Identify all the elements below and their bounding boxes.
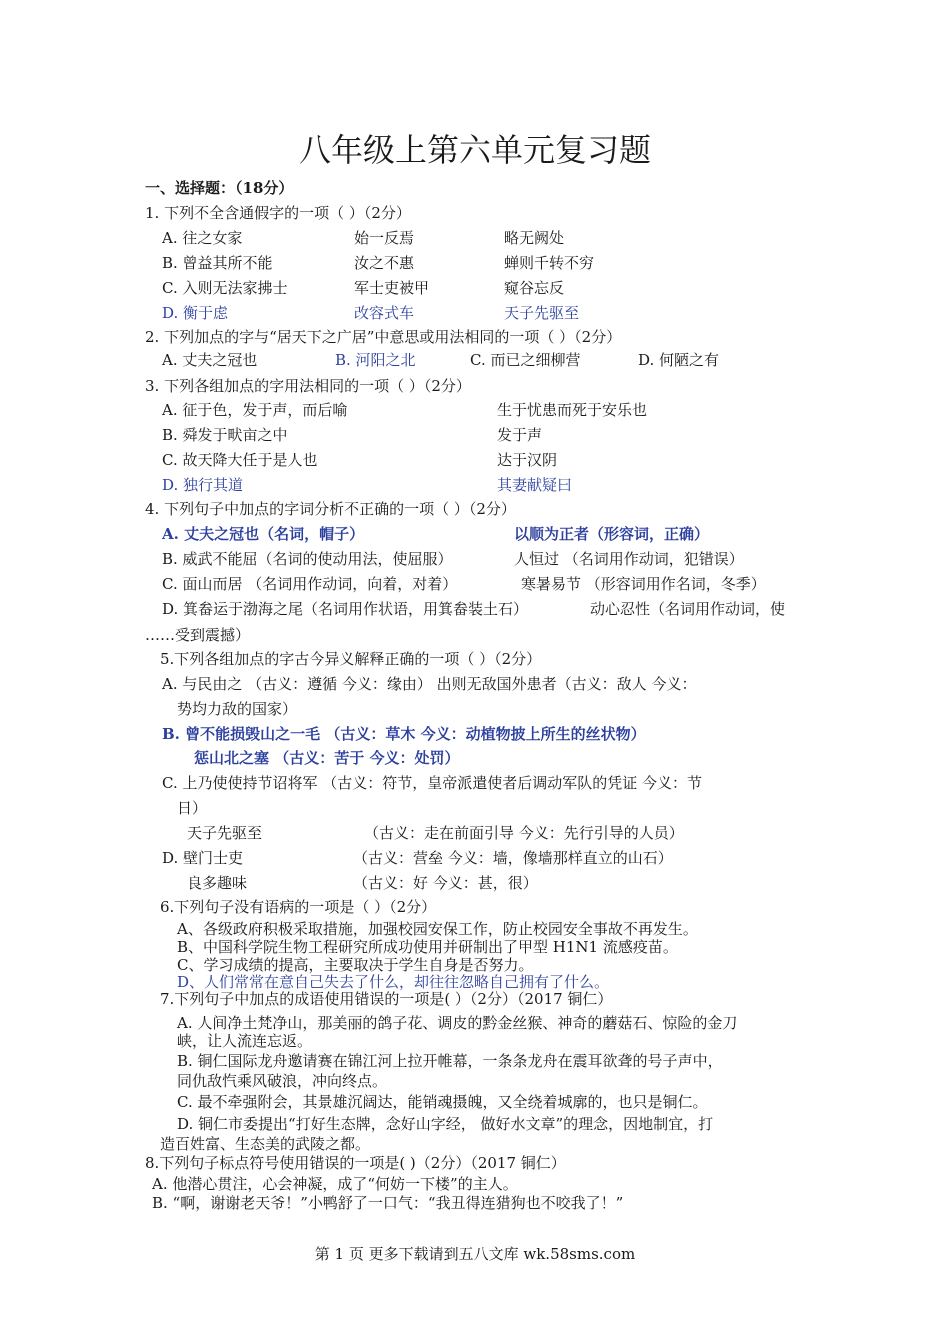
q8-option-b: B. “啊，谢谢老天爷！”小鸭舒了一口气：“我丑得连猎狗也不咬我了！” bbox=[152, 1194, 624, 1212]
q7-option-b-line2: 同仇敌忾乘风破浪，冲向终点。 bbox=[177, 1072, 388, 1090]
q1-row-a-col3: 略无阙处 bbox=[504, 229, 565, 247]
q5-option-c-line2: 日） bbox=[177, 799, 208, 817]
q3-row-b-left: B. 舜发于畎亩之中 bbox=[162, 426, 288, 444]
q6-option-c: C、学习成绩的提高，主要取决于学生自身是否努力。 bbox=[177, 956, 534, 974]
q3-row-a-left: A. 征于色，发于声，而后喻 bbox=[162, 401, 348, 419]
q5-option-b-line1: B. 曾不能损毁山之一毛 （古义：草木 今义：动植物披上所生的丝状物） bbox=[162, 725, 646, 743]
q5-option-c-line3-gloss: （古义：走在前面引导 今义：先行引导的人员） bbox=[364, 824, 684, 842]
q7-option-a-line2: 峡，让人流连忘返。 bbox=[177, 1032, 313, 1050]
q7-option-a-line1: A. 人间净土梵净山，那美丽的鸽子花、调皮的黔金丝猴、神奇的蘑菇石、惊险的金刀 bbox=[177, 1014, 738, 1032]
q2-option-c: C. 而已之细柳营 bbox=[470, 351, 581, 369]
q7-option-c: C. 最不牵强附会，其景雄沉阔达，能销魂摄魄，又全绕着城廓的，也只是铜仁。 bbox=[177, 1093, 708, 1111]
q2-option-d: D. 何陋之有 bbox=[638, 351, 720, 369]
page-footer: 第 1 页 更多下载请到五八文库 wk.58sms.com bbox=[314, 1245, 636, 1263]
q5-option-d-line1-gloss: （古义：营垒 今义：墙，像墙那样直立的山石） bbox=[353, 849, 673, 867]
q7-option-d-line1: D. 铜仁市委提出“打好生态牌，念好山字经， 做好水文章”的理念，因地制宜，打 bbox=[177, 1115, 714, 1133]
q5-option-c-line1: C. 上乃使使持节诏将军 （古义：符节，皇帝派遣使者后调动军队的凭证 今义：节 bbox=[162, 774, 703, 792]
q1-row-b-col1: B. 曾益其所不能 bbox=[162, 254, 273, 272]
q8-option-a: A. 他潜心贯注，心会神凝，成了“何妨一下楼”的主人。 bbox=[152, 1175, 518, 1193]
q3-row-d-left: D. 独行其道 bbox=[162, 476, 244, 494]
q5-option-a-line2: 势均力敌的国家） bbox=[177, 700, 298, 718]
q5-option-b-line2: 惩山北之塞 （古义：苦于 今义：处罚） bbox=[194, 749, 460, 767]
q4-option-b-left: B. 威武不能屈（名词的使动用法，使屈服） bbox=[162, 550, 453, 568]
q4-option-a-right: 以顺为正者（形容词，正确） bbox=[514, 525, 710, 543]
q1-row-d-col3: 天子先驱至 bbox=[504, 304, 580, 322]
q6-option-a: A、各级政府积极采取措施，加强校园安保工作，防止校园安全事故不再发生。 bbox=[177, 920, 698, 938]
q4-option-d-continued: ……受到震撼） bbox=[145, 626, 251, 644]
q5-option-d-line2-gloss: （古义：好 今义：甚，很） bbox=[353, 874, 538, 892]
q7-option-d-line2: 造百姓富、生态美的武陵之都。 bbox=[160, 1135, 371, 1153]
q1-row-d-col2: 改容式车 bbox=[354, 304, 415, 322]
q3-row-b-right: 发于声 bbox=[497, 426, 543, 444]
q1-row-c-col1: C. 入则无法家拂士 bbox=[162, 279, 288, 297]
q7-option-b-line1: B. 铜仁国际龙舟邀请赛在锦江河上拉开帷幕，一条条龙舟在震耳欲聋的号子声中， bbox=[177, 1052, 723, 1070]
q1-row-b-col2: 汝之不惠 bbox=[354, 254, 415, 272]
q4-option-c-right: 寒暑易节 （形容词用作名词，冬季） bbox=[521, 575, 766, 593]
question-4-stem: 4. 下列句子中加点的字词分析不正确的一项（ ）（2分） bbox=[145, 500, 516, 518]
q3-row-d-right: 其妻献疑曰 bbox=[497, 476, 573, 494]
q6-option-b: B、中国科学院生物工程研究所成功使用并研制出了甲型 H1N1 流感疫苗。 bbox=[177, 938, 678, 956]
q4-option-d-left: D. 箕畚运于渤海之尾（名词用作状语，用箕畚装土石） bbox=[162, 600, 529, 618]
q1-row-a-col2: 始一反焉 bbox=[354, 229, 415, 247]
q2-option-a: A. 丈夫之冠也 bbox=[162, 351, 258, 369]
question-1-stem: 1. 下列不全含通假字的一项（ ）（2分） bbox=[145, 204, 411, 222]
q4-option-d-right: 动心忍性（名词用作动词，使 bbox=[590, 600, 786, 618]
question-2-stem: 2. 下列加点的字与“居天下之广居”中意思或用法相同的一项（ ）（2分） bbox=[145, 328, 622, 346]
page-title: 八年级上第六单元复习题 bbox=[298, 131, 651, 169]
q3-row-c-right: 达于汉阴 bbox=[497, 451, 558, 469]
q1-row-a-col1: A. 往之女家 bbox=[162, 229, 243, 247]
q3-row-c-left: C. 故天降大任于是人也 bbox=[162, 451, 318, 469]
question-8-stem: 8.下列句子标点符号使用错误的一项是( )（2分）（2017 铜仁） bbox=[145, 1154, 566, 1172]
q1-row-c-col3: 窥谷忘反 bbox=[504, 279, 565, 297]
q4-option-c-left: C. 面山而居 （名词用作动词，向着，对着） bbox=[162, 575, 458, 593]
question-5-stem: 5.下列各组加点的字古今异义解释正确的一项（ ）（2分） bbox=[160, 650, 542, 668]
question-3-stem: 3. 下列各组加点的字用法相同的一项（ ）（2分） bbox=[145, 377, 471, 395]
q4-option-b-right: 人恒过 （名词用作动词，犯错误） bbox=[514, 550, 744, 568]
question-6-stem: 6.下列句子没有语病的一项是（ ）（2分） bbox=[160, 898, 437, 916]
q3-row-a-right: 生于忧患而死于安乐也 bbox=[497, 401, 648, 419]
q4-option-a-left: A. 丈夫之冠也（名词，帽子） bbox=[162, 525, 365, 543]
question-7-stem: 7.下列句子中加点的成语使用错误的一项是( ）（2分）（2017 铜仁） bbox=[160, 990, 613, 1008]
q1-row-b-col3: 蝉则千转不穷 bbox=[504, 254, 595, 272]
q2-option-b: B. 河阳之北 bbox=[335, 351, 416, 369]
q5-option-c-line3-term: 天子先驱至 bbox=[187, 824, 263, 842]
section-heading: 一、选择题：（18分） bbox=[145, 179, 294, 197]
q1-row-c-col2: 军士吏被甲 bbox=[354, 279, 430, 297]
q1-row-d-col1: D. 衡于虑 bbox=[162, 304, 229, 322]
q6-option-d: D、人们常常在意自己失去了什么，却往往忽略自己拥有了什么。 bbox=[177, 973, 610, 991]
q5-option-a-line1: A. 与民由之 （古义：遵循 今义：缘由） 出则无敌国外患者（古义：敌人 今义： bbox=[162, 675, 697, 693]
q5-option-d-line1-term: D. 壁门士吏 bbox=[162, 849, 244, 867]
q5-option-d-line2-term: 良多趣味 bbox=[187, 874, 248, 892]
